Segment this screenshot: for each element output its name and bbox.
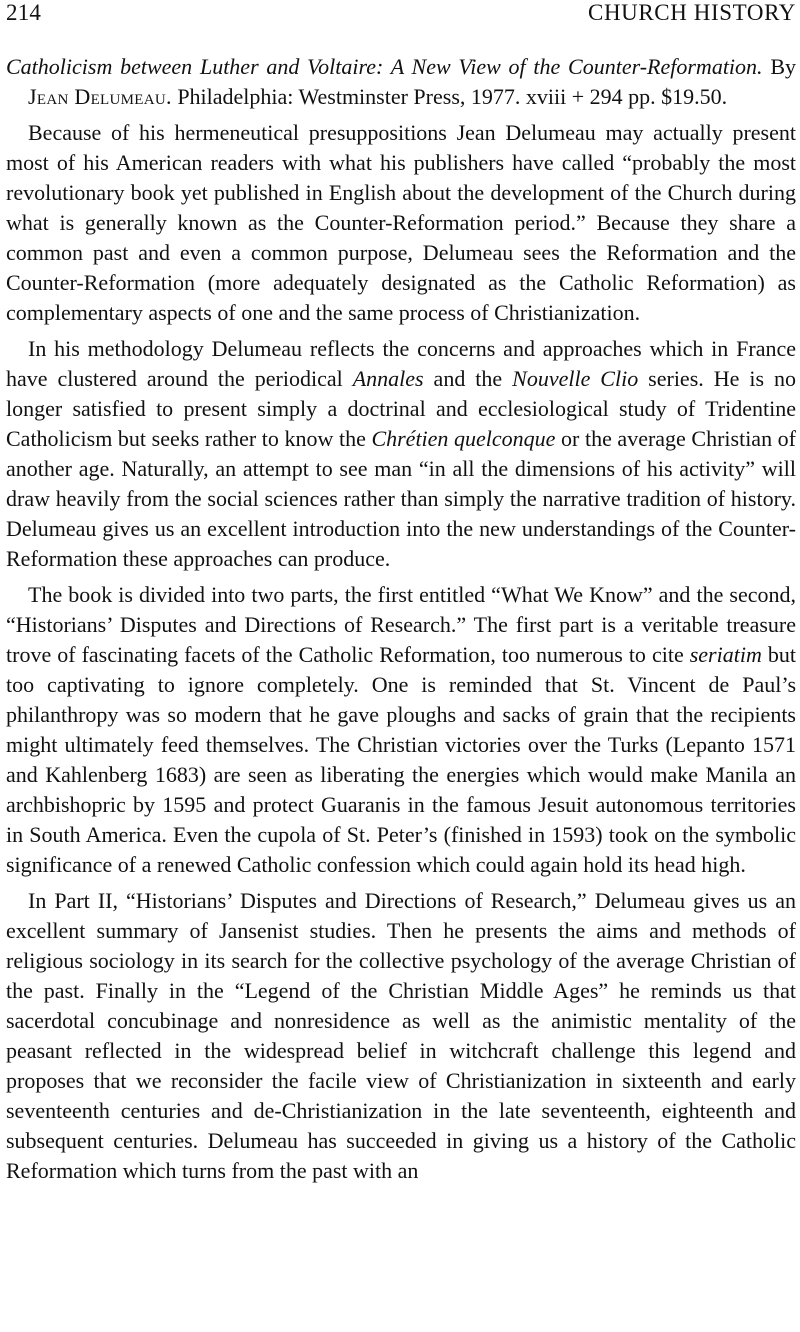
seriatim-term: seriatim <box>689 642 762 667</box>
page-number: 214 <box>6 0 42 25</box>
paragraph-3-text-b: but too captivating to ignore completely. One is reminded that St. Vincent de Paul’s philanthropy was so modern that he gave ploughs and sacks of grain that the recipients might ultimately feed themselves. The Christian victories over the Turks (Lepanto 1571 and Kahlenberg 1683) are seen as liberating the energies which would make Manila an archbishopric by 1595 and protect Guaranis in the famous Jesuit autonomous territories in South America. Even the cupola of St. Peter’s (finished in 1593) took on the symbolic significance of a renewed Catholic confession which could again hold its head high. <box>6 642 796 877</box>
nouvelle-clio-title: Nouvelle Clio <box>512 366 639 391</box>
paragraph-3 <box>6 580 796 880</box>
paragraph-3-text-a: The book is divided into two parts, the first entitled “What We Know” and the second, “Historians’ Disputes and Directions of Research.” The first part is a veritable treasure trove of fascinating facets of the Catholic Reformation, too numerous to cite <box>6 582 796 667</box>
paragraph-2-text-c: series. He is no longer satisfied to present simply a doctrinal and ecclesiological study of Tridentine Catholicism but seeks rather to know the <box>6 366 796 451</box>
publication-info: Philadelphia: Westminster Press, 1977. xviii + 294 pp. $19.50. <box>177 84 728 109</box>
paragraph-1-text: Because of his hermeneutical presuppositions Jean Delumeau may actually present most of his American readers with what his publishers have called “probably the most revolutionary book yet published in English about the development of the Church during what is generally known as the Counter-Reformation period.” Because they share a common past and even a common purpose, Delumeau sees the Reformation and the Counter-Reformation (more adequately designated as the Catholic Reformation) as complementary aspects of one and the same process of Christianization. <box>6 120 796 325</box>
paragraph-1 <box>6 118 796 328</box>
paragraph-2-text-a: In his methodology Delumeau reflects the concerns and approaches which in France have clustered around the periodical <box>6 336 796 391</box>
annales-title: Annales <box>352 366 424 391</box>
journal-title: CHURCH HISTORY <box>588 0 796 25</box>
book-title: Catholicism between Luther and Voltaire: A New View of the Counter-Reformation. <box>6 54 763 79</box>
paragraph-2-text-d: or the average Christian of another age. Naturally, an attempt to see man “in all the dimensions of his activity” will draw heavily from the social sciences rather than simply the narrative tradition of history. Delumeau gives us an excellent introduction into the new understandings of the Counter-Reformation these approaches can produce. <box>6 426 796 571</box>
paragraph-4-text: In Part II, “Historians’ Disputes and Directions of Research,” Delumeau gives us an excellent summary of Jansenist studies. Then he presents the aims and methods of religious sociology in its search for the collective psychology of the average Christian of the past. Finally in the “Legend of the Christian Middle Ages” he reminds us that sacerdotal concubinage and nonresidence as well as the animistic mentality of the peasant reflected in the widespread belief in witchcraft challenge this legend and proposes that we reconsider the facile view of Christianization in sixteenth and early seventeenth centuries and de-Christianization in the late seventeenth, eighteenth and subsequent centuries. Delumeau has succeeded in giving us a history of the Catholic Reformation which turns from the past with an <box>6 888 796 1183</box>
paragraph-4 <box>6 886 796 1186</box>
running-head <box>6 0 796 30</box>
paragraph-2-text-b: and the <box>423 366 513 391</box>
paragraph-2 <box>6 334 796 574</box>
book-author: Jean Delumeau. <box>28 84 172 109</box>
review-body <box>6 118 796 1186</box>
book-citation <box>6 52 796 112</box>
chretien-quelconque-term: Chrétien quelconque <box>371 426 556 451</box>
by-label: By <box>770 54 797 79</box>
